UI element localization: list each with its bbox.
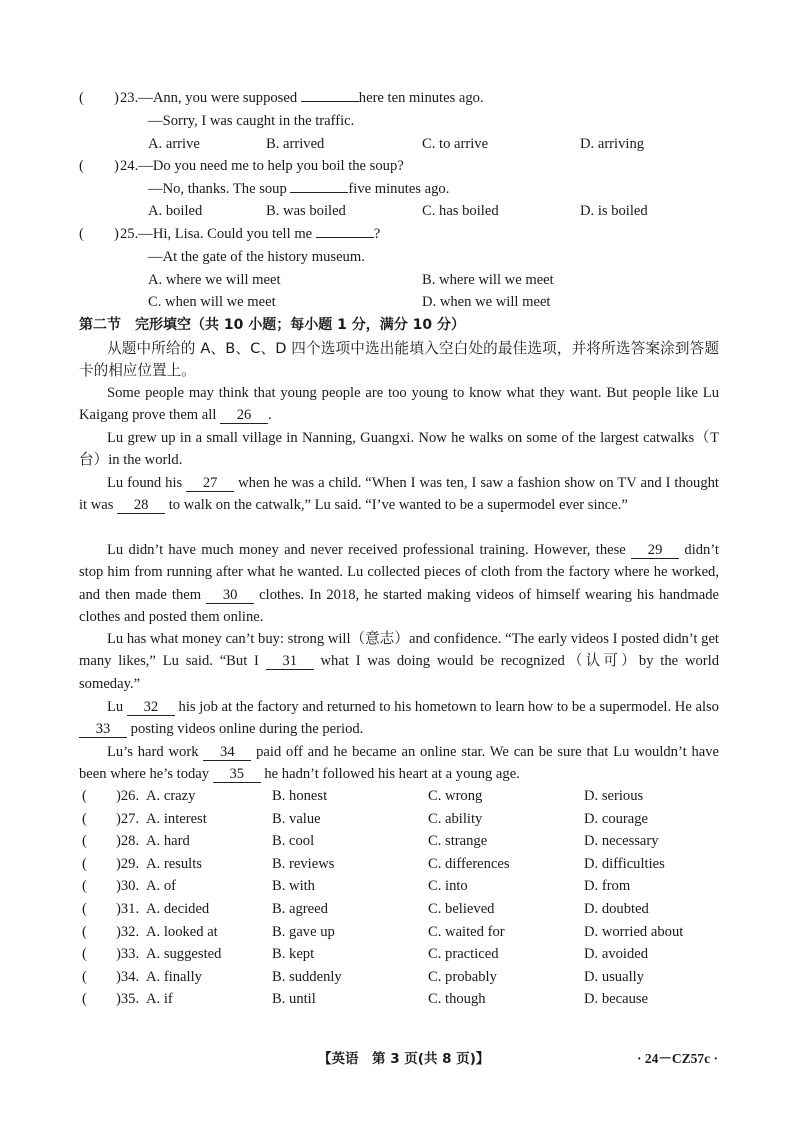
cloze-blank-28: 28 <box>117 497 165 514</box>
question-24-stem <box>120 156 404 176</box>
answer-paren-close: ) <box>116 878 121 895</box>
passage-text: Lu has what money can’t buy: strong will（意志）and confidence. “The early videos I posted didn’t get many likes,” Lu said. “But I <box>79 631 719 670</box>
option-d: D. worried about <box>584 923 684 940</box>
cloze-question-30-number <box>116 876 139 896</box>
option-a: A. crazy <box>146 788 196 804</box>
answer-paren: ( <box>82 810 87 827</box>
passage-text: paid off and he became an online star. We can be sure that Lu wouldn’t have been where he’s today <box>79 744 719 783</box>
option-b: B. where will we meet <box>422 272 554 288</box>
option-c: C. though <box>428 991 486 1008</box>
cloze-blank-31: 31 <box>266 653 314 670</box>
option-c: C. probably <box>428 968 497 985</box>
option-a: A. looked at <box>146 923 218 940</box>
answer-paren: ( <box>82 946 87 963</box>
option-b: B. cool <box>272 833 315 850</box>
passage-text: what I was doing would be recognized（认可）by the world someday.” <box>79 653 719 692</box>
page-footer-code: · 24－CZ57c · <box>637 1051 718 1066</box>
option-c: C. strange <box>428 833 488 850</box>
answer-paren-close: ) <box>116 810 121 827</box>
question-number: 24 <box>120 158 135 174</box>
section-title: 第二节 完形填空（共 10 小题；每小题 1 分，满分 10 分） <box>79 317 465 333</box>
option-c: C. has boiled <box>422 203 499 219</box>
answer-blank <box>301 101 359 102</box>
passage-paragraph-7 <box>79 741 719 786</box>
question-number: 31 <box>120 901 136 917</box>
passage-text: to walk on the catwalk,” Lu said. “I’ve wanted to be a supermodel ever since.” <box>165 497 628 514</box>
cloze-question-27-number <box>116 809 139 829</box>
option-a: A. if <box>146 991 173 1008</box>
option-d: D. is boiled <box>580 203 648 219</box>
stem-dot: . <box>134 90 139 106</box>
answer-paren-close-24: ) <box>114 158 119 174</box>
answer-paren: ( <box>82 991 87 1008</box>
option-d: D. from <box>584 878 631 895</box>
question-number: 32 <box>120 923 136 940</box>
option-a: A. arrive <box>148 136 200 152</box>
number-dot: . <box>135 991 140 1008</box>
answer-paren-close-23: ) <box>114 90 119 106</box>
option-c: C. waited for <box>428 923 505 940</box>
answer-paren: ( <box>82 901 87 917</box>
cloze-question-26-number <box>116 786 139 806</box>
question-number: 27 <box>120 810 136 827</box>
question-25-stem <box>120 224 380 244</box>
answer-paren: ( <box>82 878 87 895</box>
answer-paren-close: ) <box>116 923 121 940</box>
answer-paren-close: ) <box>116 833 121 850</box>
answer-paren-close: ) <box>116 788 121 804</box>
question-23-stem <box>120 88 484 108</box>
cloze-question-29-number <box>116 854 139 874</box>
cloze-blank-30: 30 <box>206 587 254 604</box>
answer-paren: ( <box>82 968 87 985</box>
question-number: 35 <box>120 991 136 1008</box>
cloze-blank-32: 32 <box>127 699 175 716</box>
question-number: 23 <box>120 90 135 106</box>
option-a: A. suggested <box>146 946 222 963</box>
passage-paragraph-5 <box>79 628 719 695</box>
cloze-blank-29: 29 <box>631 542 679 559</box>
option-d: D. when we will meet <box>422 294 551 310</box>
passage-text: Lu <box>107 699 127 715</box>
cloze-question-31-number <box>116 899 139 919</box>
answer-paren-close: ) <box>116 991 121 1008</box>
passage-text: Lu found his <box>107 475 187 491</box>
answer-blank <box>290 192 348 193</box>
number-dot: . <box>135 946 140 963</box>
passage-text: clothes. In 2018, he started making videos of himself wearing his handmade clothes and posted them online. <box>79 586 719 626</box>
question-stem-text: ? <box>373 226 381 242</box>
option-b: B. kept <box>272 946 315 963</box>
option-c: C. believed <box>428 901 495 917</box>
option-a: A. of <box>146 878 176 895</box>
option-b: B. with <box>272 878 315 895</box>
passage-paragraph-6 <box>79 696 719 741</box>
section-instruction: 从题中所给的 A、B、C、D 四个选项中选出能填入空白处的最佳选项，并将所选答案涂到答题卡的相应位置上。 <box>79 340 719 380</box>
answer-paren-close: ) <box>116 901 121 917</box>
option-d: D. necessary <box>584 833 659 850</box>
question-stem-text: —Ann, you were supposed <box>138 90 301 106</box>
number-dot: . <box>135 878 140 895</box>
passage-paragraph-1 <box>79 382 719 427</box>
answer-paren-close: ) <box>116 946 121 963</box>
answer-paren: ( <box>82 833 87 850</box>
cloze-question-28-number <box>116 831 139 851</box>
option-b: B. arrived <box>266 136 325 152</box>
question-stem-text: —Do you need me to help you boil the soup? <box>138 158 404 174</box>
cloze-blank-34: 34 <box>203 744 251 761</box>
option-b: B. gave up <box>272 923 335 940</box>
cloze-blank-26: 26 <box>220 407 268 424</box>
question-stem-text: —Hi, Lisa. Could you tell me <box>138 226 316 242</box>
passage-text: his job at the factory and returned to his hometown to learn how to be a supermodel. He also <box>174 699 719 715</box>
passage-paragraph-3 <box>79 472 719 517</box>
question-stem-text: here ten minutes ago. <box>358 90 484 106</box>
stem-dot: . <box>134 158 139 174</box>
answer-paren-close: ) <box>116 968 121 985</box>
option-b: B. until <box>272 991 316 1008</box>
answer-paren: ( <box>82 855 87 872</box>
option-b: B. was boiled <box>266 203 346 219</box>
question-25-reply: —At the gate of the history museum. <box>148 249 365 265</box>
passage-text: Lu didn’t have much money and never received professional training. However, these <box>107 542 632 558</box>
option-c: C. to arrive <box>422 136 489 152</box>
answer-paren-close-25: ) <box>114 226 119 242</box>
passage-text: Lu’s hard work <box>107 744 204 760</box>
passage-text: Lu grew up in a small village in Nanning, Guangxi. Now he walks on some of the largest catwalks（T 台）in the world. <box>79 430 719 469</box>
passage-text: . <box>268 407 272 424</box>
passage-text: when he was a child. “When I was ten, I saw a fashion show on TV and I thought it was <box>79 475 719 514</box>
answer-paren: ( <box>82 923 87 940</box>
option-a: A. finally <box>146 968 202 985</box>
cloze-question-32-number <box>116 922 139 942</box>
answer-paren-close: ) <box>116 855 121 872</box>
option-a: A. where we will meet <box>148 272 281 288</box>
passage-text: posting videos online during the period. <box>127 721 364 738</box>
option-b: B. agreed <box>272 901 328 917</box>
answer-paren-25: ( <box>79 226 84 242</box>
option-c: C. differences <box>428 855 510 872</box>
option-a: A. decided <box>146 901 210 917</box>
cloze-blank-35: 35 <box>213 766 261 783</box>
option-c: C. when will we meet <box>148 294 276 310</box>
question-number: 26 <box>120 788 136 804</box>
option-d: D. avoided <box>584 946 649 963</box>
cloze-question-35-number <box>116 989 139 1009</box>
option-a: A. interest <box>146 810 207 827</box>
cloze-question-33-number <box>116 944 139 964</box>
option-a: A. hard <box>146 833 190 850</box>
question-number: 34 <box>120 968 136 985</box>
question-number: 33 <box>120 946 136 963</box>
page-footer-center: 【英语 第 3 页(共 8 页)】 <box>318 1051 490 1067</box>
option-d: D. courage <box>584 810 649 827</box>
cloze-blank-33: 33 <box>79 721 127 738</box>
option-c: C. into <box>428 878 468 895</box>
question-number: 30 <box>120 878 136 895</box>
option-d: D. serious <box>584 788 644 804</box>
passage-text: didn’t stop him from running after what he wanted. Lu collected pieces of cloth from the factory where he worked, and then made them <box>79 542 719 603</box>
option-c: C. ability <box>428 810 483 827</box>
reply-text: —No, thanks. The soup <box>148 181 291 197</box>
answer-blank <box>316 237 374 238</box>
option-d: D. because <box>584 991 649 1008</box>
question-number: 25 <box>120 226 135 242</box>
number-dot: . <box>135 833 140 850</box>
passage-text: Some people may think that young people are too young to know what they want. But people like Lu Kaigang prove them all <box>79 385 719 424</box>
question-23-reply: —Sorry, I was caught in the traffic. <box>148 113 355 129</box>
option-c: C. practiced <box>428 946 499 963</box>
reply-text: five minutes ago. <box>348 181 450 197</box>
option-b: B. reviews <box>272 855 335 872</box>
question-number: 28 <box>120 833 136 850</box>
answer-paren-23: ( <box>79 90 84 106</box>
number-dot: . <box>135 855 140 872</box>
option-b: B. suddenly <box>272 968 342 985</box>
cloze-question-34-number <box>116 967 139 987</box>
question-24-reply <box>148 179 449 199</box>
option-d: D. difficulties <box>584 855 665 872</box>
stem-dot: . <box>134 226 139 242</box>
question-number: 29 <box>120 855 136 872</box>
option-d: D. usually <box>584 968 644 985</box>
option-a: A. results <box>146 855 202 872</box>
option-d: D. arriving <box>580 136 645 152</box>
number-dot: . <box>135 968 140 985</box>
option-a: A. boiled <box>148 203 203 219</box>
number-dot: . <box>135 901 140 917</box>
passage-paragraph-2 <box>79 427 719 472</box>
number-dot: . <box>135 810 140 827</box>
option-d: D. doubted <box>584 901 649 917</box>
answer-paren: ( <box>82 788 87 804</box>
number-dot: . <box>135 788 140 804</box>
number-dot: . <box>135 923 140 940</box>
option-b: B. honest <box>272 788 328 804</box>
answer-paren-24: ( <box>79 158 84 174</box>
passage-paragraph-4 <box>79 539 719 629</box>
option-b: B. value <box>272 810 321 827</box>
passage-text: he hadn’t followed his heart at a young age. <box>260 766 520 783</box>
cloze-blank-27: 27 <box>186 475 234 492</box>
option-c: C. wrong <box>428 788 483 804</box>
